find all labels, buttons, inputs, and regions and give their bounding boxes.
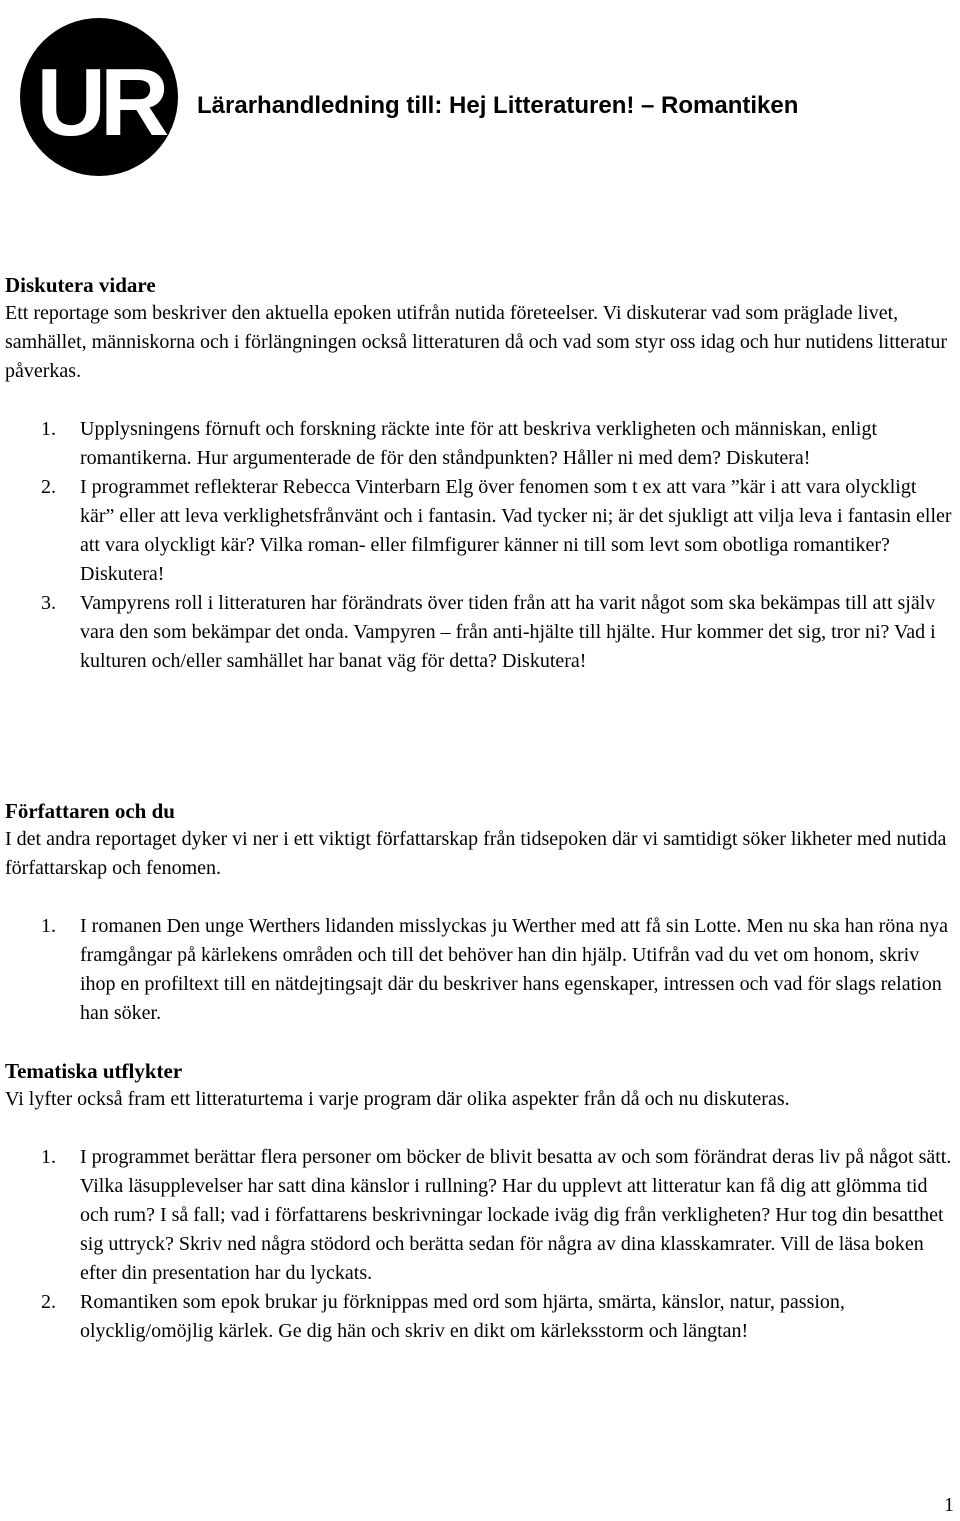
section-heading: Författaren och du — [5, 799, 175, 823]
item-text: I programmet berättar flera personer om böcker de blivit besatta av och som förändrat deras liv på något sätt. Vilka läsupplevelser har satt dina känslor i rullning? Har du upplevt att litteratur kan få dig att glömma tid och rum? I så fall; vad i författarens beskrivningar lockade iväg dig från verkligheten? Hur tog din besatthet sig uttryck? Skriv ned några stödord och berätta sedan för några av dina klasskamrater. Vill de läsa boken efter din presentation har du lyckats. — [80, 1146, 952, 1284]
item-text: I programmet reflekterar Rebecca Vinterbarn Elg över fenomen som t ex att vara ”kär i att vara olyckligt kär” eller att leva verklighetsfrånvänt och i fantasin. Vad tycker ni; är det sjukligt att vilja leva i fantasin eller att vara olyckligt kär? Vilka roman- eller filmfigurer känner ni till som levt som obotliga romantiker? Diskutera! — [80, 476, 952, 585]
page-number: 1 — [944, 1494, 954, 1516]
item-text: Upplysningens förnuft och forskning räckte inte för att beskriva verkligheten och människan, enligt romantikerna. Hur argumenterade de för den ståndpunkten? Håller ni med dem? Diskutera! — [80, 418, 878, 469]
item-number: 1. — [41, 418, 56, 440]
item-number: 2. — [41, 476, 56, 498]
section-forfattaren-och-du — [5, 797, 955, 1028]
item-text: Romantiken som epok brukar ju förknippas med ord som hjärta, smärta, känslor, natur, passion, olycklig/omöjlig kärlek. Ge dig hän och skriv en dikt om kärleksstorm och längtan! — [80, 1291, 845, 1342]
logo-text: UR — [36, 49, 164, 156]
item-number: 1. — [41, 1146, 56, 1168]
section-intro: Ett reportage som beskriver den aktuella epoken utifrån nutida företeelser. Vi diskuterar vad som präglade livet, samhället, människorna och i förlängningen också litteraturen då och vad som styr oss idag och hur nutidens litteratur påverkas. — [5, 302, 947, 382]
document-title: Lärarhandledning till: Hej Litteraturen! – Romantiken — [197, 92, 799, 119]
list-item — [5, 473, 955, 589]
item-text: Vampyrens roll i litteraturen har förändrats över tiden från att ha varit något som ska bekämpas till att själv vara den som bekämpar det onda. Vampyren – från anti-hjälte till hjälte. Hur kommer det sig, tror ni? Vad i kulturen och/eller samhället har banat väg för detta? Diskutera! — [80, 592, 936, 672]
section-heading: Diskutera vidare — [5, 273, 156, 297]
list-item — [5, 1288, 955, 1346]
section-tematiska-utflykter — [5, 1057, 955, 1346]
question-list — [5, 912, 955, 1028]
section-intro: Vi lyfter också fram ett litteraturtema i varje program där olika aspekter från då och nu diskuteras. — [5, 1088, 790, 1110]
list-item — [5, 1143, 955, 1288]
section-intro: I det andra reportaget dyker vi ner i ett viktigt författarskap från tidsepoken där vi samtidigt söker likheter med nutida författarskap och fenomen. — [5, 828, 947, 879]
question-list — [5, 415, 955, 676]
ur-logo — [20, 18, 178, 176]
item-text: I romanen Den unge Werthers lidanden misslyckas ju Werther med att få sin Lotte. Men nu ska han röna nya framgångar på kärlekens områden och till det behöver han din hjälp. Utifrån vad du vet om honom, skriv ihop en profiltext till en nätdejtingsajt där du beskriver hans egenskaper, intressen och vad för slags relation han söker. — [80, 915, 949, 1024]
section-heading: Tematiska utflykter — [5, 1059, 183, 1083]
question-list — [5, 1143, 955, 1346]
list-item — [5, 415, 955, 473]
list-item — [5, 912, 955, 1028]
list-item — [5, 589, 955, 676]
section-diskutera-vidare — [5, 271, 955, 676]
item-number: 2. — [41, 1291, 56, 1313]
item-number: 1. — [41, 915, 56, 937]
item-number: 3. — [41, 592, 56, 614]
